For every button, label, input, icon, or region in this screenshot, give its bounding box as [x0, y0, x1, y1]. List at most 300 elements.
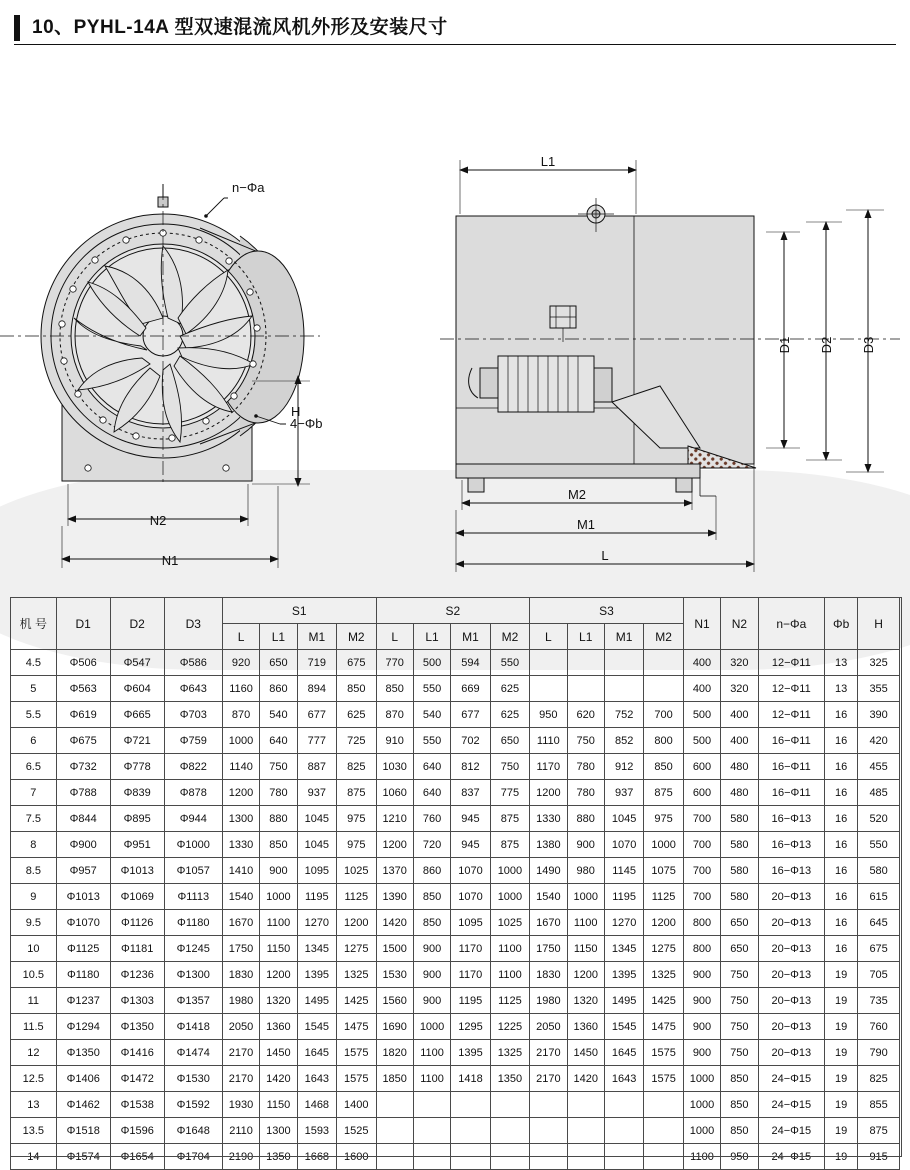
th-s3-m2: M2 [644, 624, 683, 650]
cell-h: 325 [858, 650, 900, 676]
cell-n1: 900 [683, 988, 720, 1014]
cell-phib: 19 [825, 1014, 858, 1040]
cell-n1: 700 [683, 832, 720, 858]
cell-s3-m1: 1643 [604, 1066, 643, 1092]
table-row [11, 1014, 900, 1040]
cell-s2-l: 1690 [376, 1014, 413, 1040]
cell-s2-m1: 1295 [451, 1014, 490, 1040]
th-d1: D1 [56, 598, 110, 650]
cell-s3-l: 1540 [530, 884, 567, 910]
cell-s2-m1: 1095 [451, 910, 490, 936]
cell-d2: Φ1303 [110, 988, 164, 1014]
cell-s3-m2 [644, 1144, 683, 1170]
cell-s1-m1: 894 [297, 676, 336, 702]
cell-d2: Φ1126 [110, 910, 164, 936]
table-row [11, 858, 900, 884]
cell-phib: 13 [825, 650, 858, 676]
cell-phib: 19 [825, 1040, 858, 1066]
cell-s2-m2: 550 [490, 650, 529, 676]
label-N2: N2 [149, 513, 167, 528]
cell-s1-m2: 1600 [337, 1144, 376, 1170]
cell-d3: Φ822 [164, 754, 222, 780]
technical-drawing [0, 56, 910, 586]
label-L: L [601, 548, 609, 563]
cell-s3-l: 1670 [530, 910, 567, 936]
table-header-row-1 [11, 598, 900, 624]
cell-model: 10.5 [11, 962, 57, 988]
cell-s2-l: 1820 [376, 1040, 413, 1066]
cell-s2-m1: 669 [451, 676, 490, 702]
table-row [11, 676, 900, 702]
cell-s3-m2: 975 [644, 806, 683, 832]
cell-s3-l: 1200 [530, 780, 567, 806]
cell-s1-l1: 780 [260, 780, 297, 806]
cell-s3-m1: 752 [604, 702, 643, 728]
cell-d1: Φ1180 [56, 962, 110, 988]
cell-nphia: 12−Φ11 [758, 702, 824, 728]
th-model: 机 号 [11, 598, 57, 650]
cell-nphia: 16−Φ13 [758, 806, 824, 832]
cell-s3-m2 [644, 1092, 683, 1118]
cell-s3-m2 [644, 1118, 683, 1144]
cell-n2: 750 [721, 1040, 758, 1066]
cell-d3: Φ586 [164, 650, 222, 676]
cell-s3-m1: 1395 [604, 962, 643, 988]
cell-d1: Φ1350 [56, 1040, 110, 1066]
cell-s3-m1 [604, 676, 643, 702]
label-D3: D3 [861, 336, 876, 354]
cell-s2-l1: 900 [413, 962, 450, 988]
table-row [11, 884, 900, 910]
cell-nphia: 20−Φ13 [758, 1040, 824, 1066]
cell-s3-l [530, 1144, 567, 1170]
cell-s3-m2: 1425 [644, 988, 683, 1014]
cell-nphia: 16−Φ11 [758, 728, 824, 754]
cell-s2-m1: 1170 [451, 936, 490, 962]
cell-s2-m1 [451, 1144, 490, 1170]
cell-h: 675 [858, 936, 900, 962]
th-s1-l: L [222, 624, 259, 650]
cell-n1: 500 [683, 702, 720, 728]
cell-n1: 600 [683, 754, 720, 780]
cell-s3-m1: 1195 [604, 884, 643, 910]
cell-n2: 650 [721, 936, 758, 962]
table-head [11, 598, 900, 650]
cell-s3-l: 2170 [530, 1040, 567, 1066]
cell-d1: Φ675 [56, 728, 110, 754]
cell-s2-l: 1500 [376, 936, 413, 962]
cell-s2-l: 1530 [376, 962, 413, 988]
cell-s2-m2: 875 [490, 832, 529, 858]
cell-phib: 19 [825, 1092, 858, 1118]
cell-s2-l1: 850 [413, 910, 450, 936]
cell-s2-l: 910 [376, 728, 413, 754]
cell-s3-l1 [567, 650, 604, 676]
cell-n1: 700 [683, 858, 720, 884]
cell-n1: 900 [683, 1014, 720, 1040]
cell-d3: Φ1418 [164, 1014, 222, 1040]
cell-nphia: 20−Φ13 [758, 988, 824, 1014]
cell-s3-m1: 1145 [604, 858, 643, 884]
cell-n1: 600 [683, 780, 720, 806]
cell-s3-m1: 1645 [604, 1040, 643, 1066]
cell-s1-l: 1160 [222, 676, 259, 702]
cell-s1-m2: 975 [337, 832, 376, 858]
cell-d3: Φ1592 [164, 1092, 222, 1118]
cell-model: 12 [11, 1040, 57, 1066]
cell-d3: Φ878 [164, 780, 222, 806]
cell-phib: 19 [825, 988, 858, 1014]
cell-s2-l: 1210 [376, 806, 413, 832]
cell-s3-m1: 1045 [604, 806, 643, 832]
label-H-text: H [291, 404, 301, 419]
title-accent-bar [14, 15, 20, 41]
cell-s1-m1: 1045 [297, 832, 336, 858]
cell-phib: 13 [825, 676, 858, 702]
cell-d2: Φ951 [110, 832, 164, 858]
cell-s3-l: 2050 [530, 1014, 567, 1040]
cell-d1: Φ1574 [56, 1144, 110, 1170]
cell-phib: 16 [825, 832, 858, 858]
cell-phib: 16 [825, 728, 858, 754]
cell-d2: Φ547 [110, 650, 164, 676]
cell-d3: Φ1113 [164, 884, 222, 910]
cell-s3-m1: 1545 [604, 1014, 643, 1040]
cell-s2-l1: 1100 [413, 1040, 450, 1066]
cell-s1-m2: 1400 [337, 1092, 376, 1118]
cell-model: 10 [11, 936, 57, 962]
cell-s1-m2: 1325 [337, 962, 376, 988]
cell-model: 9.5 [11, 910, 57, 936]
cell-s1-m2: 1200 [337, 910, 376, 936]
cell-n2: 480 [721, 754, 758, 780]
table-row [11, 1092, 900, 1118]
table-row [11, 832, 900, 858]
cell-s1-l1: 640 [260, 728, 297, 754]
cell-d1: Φ1406 [56, 1066, 110, 1092]
cell-s1-l1: 750 [260, 754, 297, 780]
cell-nphia: 16−Φ11 [758, 754, 824, 780]
cell-s3-m2: 700 [644, 702, 683, 728]
cell-s1-l: 1140 [222, 754, 259, 780]
cell-d2: Φ1538 [110, 1092, 164, 1118]
cell-phib: 16 [825, 884, 858, 910]
th-s2-l1: L1 [413, 624, 450, 650]
cell-s2-l1: 540 [413, 702, 450, 728]
cell-s2-m1: 945 [451, 832, 490, 858]
cell-s1-l1: 900 [260, 858, 297, 884]
cell-n1: 900 [683, 962, 720, 988]
cell-s3-l: 1490 [530, 858, 567, 884]
cell-nphia: 20−Φ13 [758, 910, 824, 936]
cell-s3-l1: 780 [567, 754, 604, 780]
cell-d3: Φ1530 [164, 1066, 222, 1092]
cell-s2-l1: 500 [413, 650, 450, 676]
table-row [11, 1066, 900, 1092]
cell-s1-l1: 880 [260, 806, 297, 832]
cell-s2-l: 770 [376, 650, 413, 676]
cell-s1-m1: 887 [297, 754, 336, 780]
cell-n2: 400 [721, 702, 758, 728]
cell-s2-l1: 860 [413, 858, 450, 884]
cell-s3-m1: 1270 [604, 910, 643, 936]
cell-s2-m1 [451, 1092, 490, 1118]
cell-s1-m2: 1575 [337, 1040, 376, 1066]
table-row [11, 1118, 900, 1144]
cell-s2-l1: 720 [413, 832, 450, 858]
cell-d3: Φ703 [164, 702, 222, 728]
cell-s2-m1: 1070 [451, 858, 490, 884]
cell-d1: Φ1125 [56, 936, 110, 962]
cell-s2-m2: 875 [490, 806, 529, 832]
cell-s2-m2: 1000 [490, 884, 529, 910]
cell-d1: Φ619 [56, 702, 110, 728]
cell-h: 485 [858, 780, 900, 806]
cell-s3-m2: 1075 [644, 858, 683, 884]
cell-h: 615 [858, 884, 900, 910]
cell-s1-l1: 1000 [260, 884, 297, 910]
table-row [11, 702, 900, 728]
cell-h: 420 [858, 728, 900, 754]
cell-s1-m1: 1495 [297, 988, 336, 1014]
cell-s1-l1: 1300 [260, 1118, 297, 1144]
cell-d2: Φ1654 [110, 1144, 164, 1170]
cell-d1: Φ1462 [56, 1092, 110, 1118]
cell-s2-l: 870 [376, 702, 413, 728]
cell-model: 13 [11, 1092, 57, 1118]
label-M2: M2 [567, 487, 587, 502]
cell-nphia: 16−Φ11 [758, 780, 824, 806]
cell-n2: 580 [721, 884, 758, 910]
cell-s2-m2: 750 [490, 754, 529, 780]
th-s2-l: L [376, 624, 413, 650]
cell-n2: 750 [721, 988, 758, 1014]
cell-nphia: 16−Φ13 [758, 858, 824, 884]
cell-s3-l: 1170 [530, 754, 567, 780]
cell-s2-m1 [451, 1118, 490, 1144]
cell-s1-m1: 777 [297, 728, 336, 754]
table-row [11, 1040, 900, 1066]
cell-model: 7 [11, 780, 57, 806]
cell-s1-l: 1000 [222, 728, 259, 754]
cell-s3-m1: 1070 [604, 832, 643, 858]
label-L1: L1 [540, 154, 556, 169]
cell-phib: 19 [825, 962, 858, 988]
th-s1-m1: M1 [297, 624, 336, 650]
cell-model: 4.5 [11, 650, 57, 676]
cell-d1: Φ788 [56, 780, 110, 806]
cell-s3-m2: 850 [644, 754, 683, 780]
cell-h: 825 [858, 1066, 900, 1092]
cell-s1-l: 1300 [222, 806, 259, 832]
cell-h: 855 [858, 1092, 900, 1118]
cell-s2-m1: 594 [451, 650, 490, 676]
cell-d3: Φ1000 [164, 832, 222, 858]
cell-phib: 19 [825, 1144, 858, 1170]
cell-nphia: 12−Φ11 [758, 676, 824, 702]
cell-s1-l: 1830 [222, 962, 259, 988]
cell-d3: Φ759 [164, 728, 222, 754]
cell-s1-m2: 1125 [337, 884, 376, 910]
cell-s2-l: 1030 [376, 754, 413, 780]
cell-s1-m2: 1525 [337, 1118, 376, 1144]
cell-d3: Φ1057 [164, 858, 222, 884]
cell-model: 7.5 [11, 806, 57, 832]
cell-s2-m1: 1170 [451, 962, 490, 988]
cell-s3-l: 1110 [530, 728, 567, 754]
cell-s2-m2: 625 [490, 676, 529, 702]
th-s2-m1: M1 [451, 624, 490, 650]
cell-s1-l: 1200 [222, 780, 259, 806]
cell-d1: Φ1013 [56, 884, 110, 910]
label-D1: D1 [777, 336, 792, 354]
th-n2: N2 [721, 598, 758, 650]
th-s3-l: L [530, 624, 567, 650]
cell-s1-l1: 1150 [260, 1092, 297, 1118]
label-4-phi-b: 4−Φb [290, 416, 323, 431]
cell-nphia: 20−Φ13 [758, 884, 824, 910]
cell-s1-l: 920 [222, 650, 259, 676]
cell-n2: 650 [721, 910, 758, 936]
cell-s2-l1: 550 [413, 676, 450, 702]
cell-s2-l: 1370 [376, 858, 413, 884]
cell-s2-m1: 677 [451, 702, 490, 728]
cell-s2-m2: 1100 [490, 962, 529, 988]
cell-phib: 19 [825, 1066, 858, 1092]
cell-d2: Φ839 [110, 780, 164, 806]
cell-h: 915 [858, 1144, 900, 1170]
cell-s2-m2: 1100 [490, 936, 529, 962]
cell-s1-m2: 625 [337, 702, 376, 728]
th-d3: D3 [164, 598, 222, 650]
th-h: H [858, 598, 900, 650]
cell-n1: 1000 [683, 1066, 720, 1092]
cell-s3-l1: 1100 [567, 910, 604, 936]
cell-s2-l [376, 1144, 413, 1170]
cell-phib: 19 [825, 1118, 858, 1144]
cell-n1: 1000 [683, 1118, 720, 1144]
cell-s2-m2: 1225 [490, 1014, 529, 1040]
cell-s3-m2 [644, 676, 683, 702]
cell-s2-l: 1850 [376, 1066, 413, 1092]
cell-s1-l1: 1420 [260, 1066, 297, 1092]
cell-n1: 800 [683, 910, 720, 936]
cell-s1-l: 1930 [222, 1092, 259, 1118]
label-N1: N1 [161, 553, 179, 568]
cell-s3-l1: 1420 [567, 1066, 604, 1092]
cell-s1-l: 870 [222, 702, 259, 728]
cell-h: 455 [858, 754, 900, 780]
cell-s1-l1: 650 [260, 650, 297, 676]
cell-s1-l: 2190 [222, 1144, 259, 1170]
cell-phib: 16 [825, 702, 858, 728]
cell-h: 705 [858, 962, 900, 988]
cell-nphia: 24−Φ15 [758, 1066, 824, 1092]
cell-d2: Φ721 [110, 728, 164, 754]
cell-s3-l1: 1150 [567, 936, 604, 962]
cell-n1: 900 [683, 1040, 720, 1066]
cell-phib: 16 [825, 936, 858, 962]
cell-phib: 16 [825, 806, 858, 832]
cell-s2-l1: 550 [413, 728, 450, 754]
cell-s3-l1: 750 [567, 728, 604, 754]
cell-s3-m1 [604, 650, 643, 676]
cell-d1: Φ732 [56, 754, 110, 780]
cell-d1: Φ563 [56, 676, 110, 702]
cell-s2-l1 [413, 1118, 450, 1144]
cell-model: 14 [11, 1144, 57, 1170]
cell-s1-l: 1980 [222, 988, 259, 1014]
cell-s1-l: 1330 [222, 832, 259, 858]
cell-s1-l1: 850 [260, 832, 297, 858]
cell-s1-m2: 725 [337, 728, 376, 754]
cell-d3: Φ1648 [164, 1118, 222, 1144]
cell-s2-l1: 1100 [413, 1066, 450, 1092]
cell-s3-l1: 900 [567, 832, 604, 858]
cell-s2-m2 [490, 1144, 529, 1170]
cell-s1-l: 2170 [222, 1066, 259, 1092]
cell-phib: 16 [825, 858, 858, 884]
cell-d1: Φ1294 [56, 1014, 110, 1040]
cell-d3: Φ1704 [164, 1144, 222, 1170]
th-s1-l1: L1 [260, 624, 297, 650]
cell-n1: 500 [683, 728, 720, 754]
cell-s3-l: 1330 [530, 806, 567, 832]
page-title-bar [14, 12, 896, 46]
cell-n2: 480 [721, 780, 758, 806]
cell-s2-l1: 1000 [413, 1014, 450, 1040]
cell-n2: 320 [721, 650, 758, 676]
cell-s2-l1 [413, 1144, 450, 1170]
cell-s3-l1: 980 [567, 858, 604, 884]
cell-s3-m1 [604, 1118, 643, 1144]
label-M1: M1 [576, 517, 596, 532]
cell-d1: Φ506 [56, 650, 110, 676]
th-s3-m1: M1 [604, 624, 643, 650]
cell-d3: Φ1180 [164, 910, 222, 936]
table-row [11, 988, 900, 1014]
cell-s3-l1: 880 [567, 806, 604, 832]
cell-s3-l1 [567, 1092, 604, 1118]
cell-s3-m2: 1475 [644, 1014, 683, 1040]
th-s1: S1 [222, 598, 376, 624]
cell-d3: Φ1474 [164, 1040, 222, 1066]
cell-s1-m1: 1545 [297, 1014, 336, 1040]
cell-d3: Φ1357 [164, 988, 222, 1014]
cell-h: 390 [858, 702, 900, 728]
cell-phib: 16 [825, 754, 858, 780]
cell-s3-m2: 1575 [644, 1040, 683, 1066]
cell-s3-m2: 1575 [644, 1066, 683, 1092]
cell-s1-m1: 937 [297, 780, 336, 806]
cell-s1-m1: 1045 [297, 806, 336, 832]
cell-s3-l: 1980 [530, 988, 567, 1014]
cell-s1-m1: 1270 [297, 910, 336, 936]
cell-s1-m1: 719 [297, 650, 336, 676]
cell-s1-l1: 1350 [260, 1144, 297, 1170]
cell-s1-m1: 1645 [297, 1040, 336, 1066]
cell-model: 6.5 [11, 754, 57, 780]
label-D2: D2 [819, 336, 834, 354]
cell-s2-m1: 1418 [451, 1066, 490, 1092]
cell-s1-m2: 675 [337, 650, 376, 676]
cell-s2-m1: 837 [451, 780, 490, 806]
cell-s2-m1: 812 [451, 754, 490, 780]
cell-s1-l: 2050 [222, 1014, 259, 1040]
th-d2: D2 [110, 598, 164, 650]
cell-s2-m2: 1125 [490, 988, 529, 1014]
cell-s2-l1: 900 [413, 988, 450, 1014]
